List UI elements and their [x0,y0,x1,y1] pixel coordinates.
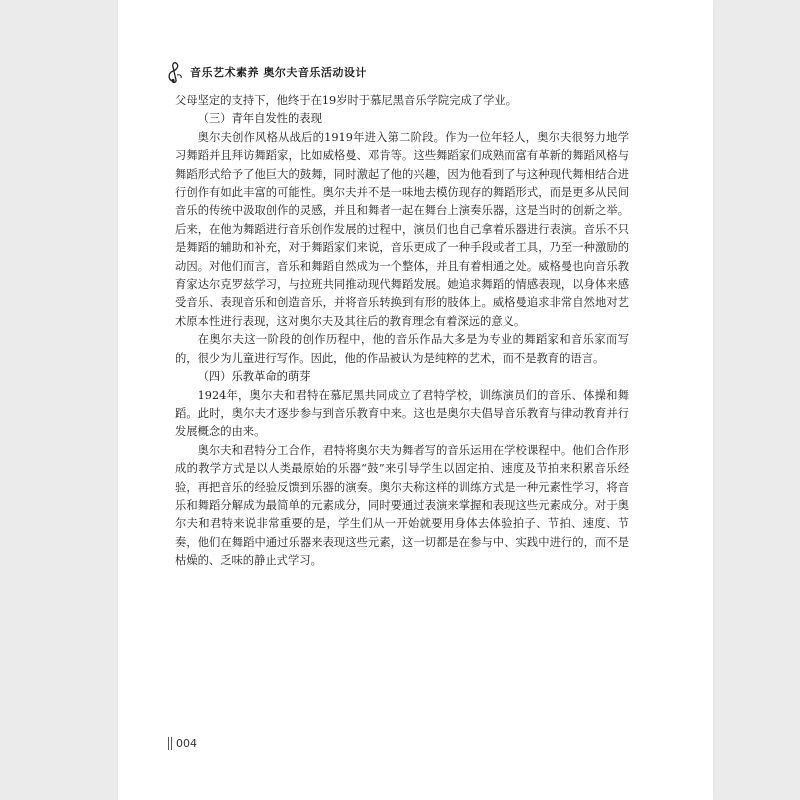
music-clef-icon [166,61,186,83]
page-footer [168,737,197,750]
folio-bar-icon [168,737,169,750]
folio-bar-icon [171,737,172,750]
page-number: 004 [176,737,197,750]
header-title: 音乐艺术素养 奥尔夫音乐活动设计 [190,66,367,79]
paragraph: 在奥尔夫这一阶段的创作历程中，他的音乐作品大多是为专业的舞蹈家和音乐家而写的，很少为儿童进行写作。因此，他的作品被认为是纯粹的艺术，而不是教育的语言。 [175,333,629,365]
body-text [175,92,629,571]
book-page [118,0,713,800]
section-heading: （四）乐教革命的萌芽 [197,370,311,384]
section-heading: （三）青年自发性的表现 [197,112,322,126]
paragraph: 父母坚定的支持下，他终于在19岁时于慕尼黑音乐学院完成了学业。 [175,94,517,107]
paragraph: 奥尔夫创作风格从战后的1919年进入第二阶段。作为一位年轻人，奥尔夫很努力地学习舞蹈并且拜访舞蹈家，比如威格曼、邓肯等。这些舞蹈家们成熟而富有革新的舞蹈风格与舞蹈形式给予了他巨大的鼓舞，同时激起了他的兴趣，因为他看到了与这种现代舞相结合进行创作有如此丰富的可能性。奥尔夫并不是一味地去模仿现存的舞蹈形式，而是更多从民间音乐的传统中汲取创作的灵感，并且和舞者一起在舞台上演奏乐器，这是当时的创新之举。后来，在他为舞蹈进行音乐创作发展的过程中，演员们也自己拿着乐器进行表演。音乐不只是舞蹈的辅助和补充，对于舞蹈家们来说，音乐更成了一种手段或者工具，乃至一种激励的动因。对他们而言，音乐和舞蹈自然成为一个整体，并且有着相通之处。威格曼也向音乐教育家达尔克罗兹学习，与拉班共同推动现代舞蹈发展。她追求舞蹈的情感表现，以身体来感受音乐、表现音乐和创造音乐，并将音乐转换到有形的肢体上。威格曼追求非常自然地对艺术原本性进行表现，这对奥尔夫及其往后的教育理念有着深远的意义。 [175,130,629,328]
paragraph: 1924年，奥尔夫和君特在慕尼黑共同成立了君特学校，训练演员们的音乐、体操和舞蹈。此时，奥尔夫才逐步参与到音乐教育中来。这也是奥尔夫倡导音乐教育与律动教育并行发展概念的由来。 [175,388,629,439]
paragraph: 奥尔夫和君特分工合作，君特将奥尔夫为舞者写的音乐运用在学校课程中。他们合作形成的教学方式是以人类最原始的乐器“鼓”来引导学生以固定拍、速度及节拍来积累音乐经验，再把音乐的经验反馈到乐器的演奏。奥尔夫称这样的训练方式是一种元素性学习，将音乐和舞蹈分解成为最简单的元素成分，同时要通过表演来掌握和表现这些元素成分。对于奥尔夫和君特来说非常重要的是，学生们从一开始就要用身体去体验拍子、节拍、速度、节奏，他们在舞蹈中通过乐器来表现这些元素，这一切都是在参与中、实践中进行的，而不是枯燥的、乏味的静止式学习。 [175,443,629,568]
running-header [166,60,367,84]
